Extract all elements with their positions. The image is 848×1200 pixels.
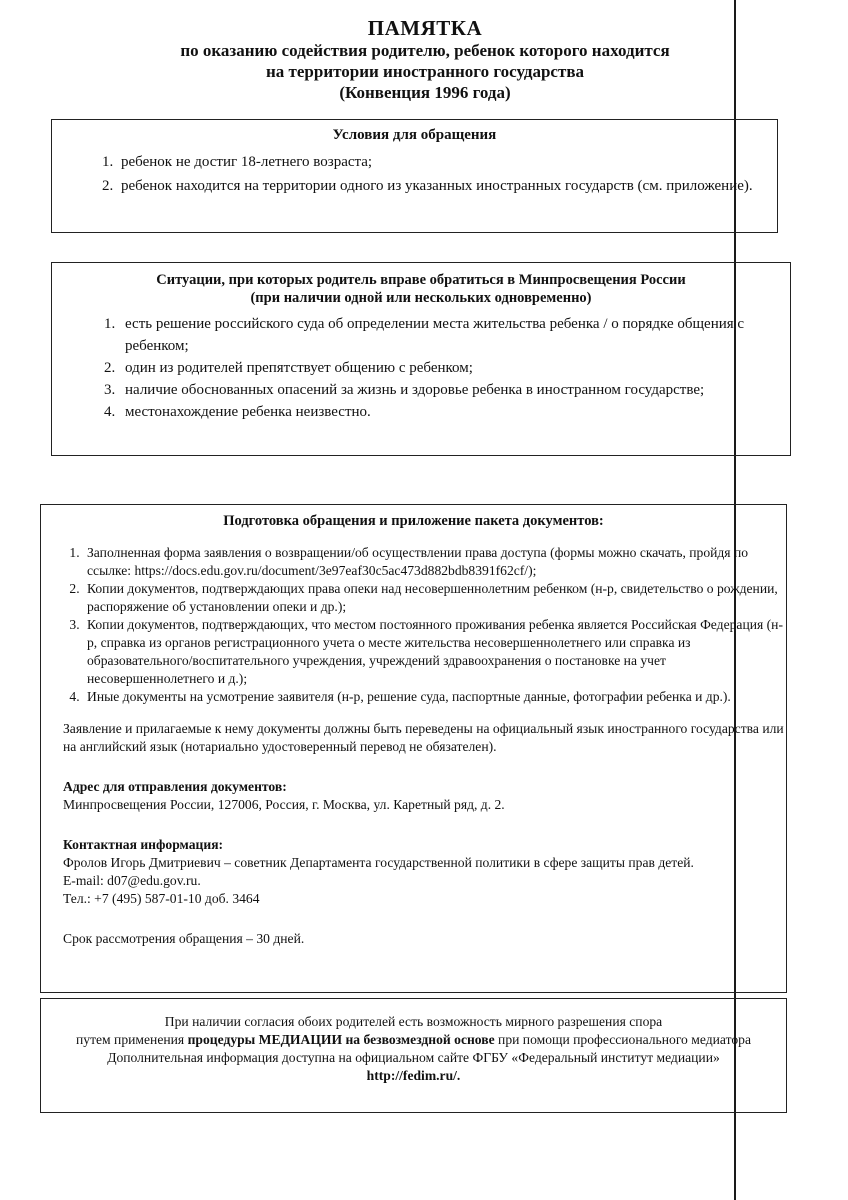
mediation-link[interactable]: http://fedim.ru/. (366, 1068, 461, 1083)
mediation-line-3: Дополнительная информация доступна на официальном сайте ФГБУ «Федеральный институт медиации» (107, 1050, 720, 1065)
mediation-line-2-post: при помощи профессионального медиатора (494, 1032, 751, 1047)
review-deadline: Срок рассмотрения обращения – 30 дней. (63, 931, 305, 946)
mediation-emphasis: процедуры МЕДИАЦИИ на безвозмездной основе (187, 1032, 495, 1047)
documents-list (41, 544, 786, 706)
situations-title-line-1: Ситуации, при которых родитель вправе обратиться в Минпросвещения России (156, 272, 686, 288)
list-item: 1. ребенок не достиг 18-летнего возраста; (117, 150, 777, 174)
list-item: 3. наличие обоснованных опасений за жизнь и здоровье ребенка в иностранном государстве; (119, 379, 790, 401)
contact-heading: Контактная информация: (63, 837, 224, 852)
document-title: ПАМЯТКА (367, 16, 483, 40)
list-item: 1. есть решение российского суда об определении места жительства ребенка / о порядке общения с ребенком; (119, 313, 790, 357)
conditions-list (52, 150, 777, 198)
list-item: 4. местонахождение ребенка неизвестно. (119, 401, 790, 423)
conditions-title: Условия для обращения (332, 127, 497, 143)
mediation-line-2-pre: путем применения (76, 1032, 188, 1047)
list-item: 4. Иные документы на усмотрение заявителя (н-р, решение суда, паспортные данные, фотографии ребенка и др.). (83, 688, 786, 706)
subtitle-line-1: по оказанию содействия родителю, ребенок которого находится (180, 41, 670, 60)
list-item: 2. ребенок находится на территории одного из указанных иностранных государств (см. приложение). (117, 174, 777, 198)
conditions-box (51, 119, 778, 233)
documents-title: Подготовка обращения и приложение пакета документов: (223, 513, 604, 529)
mediation-line-2 (41, 1031, 786, 1049)
documents-box (40, 504, 787, 993)
subtitle-line-2: на территории иностранного государства (265, 62, 585, 81)
subtitle-line-3: (Конвенция 1996 года) (339, 83, 511, 102)
situations-title-line-2: (при наличии одной или нескольких одновременно) (250, 290, 592, 306)
contact-phone: Тел.: +7 (495) 587-01-10 доб. 3464 (63, 891, 260, 906)
contact-email: E-mail: d07@edu.gov.ru. (63, 873, 201, 888)
list-item: 1. Заполненная форма заявления о возвращении/об осуществлении права доступа (формы можно скачать, пройдя по ссылке: https://docs.edu.gov.ru/document/3e97eaf30c5ac473d882bdb8391f62cf/); (83, 544, 786, 580)
situations-title (52, 271, 790, 307)
document-header (40, 16, 810, 103)
list-item: 2. один из родителей препятствует общению с ребенком; (119, 357, 790, 379)
situations-list (52, 313, 790, 423)
situations-box (51, 262, 791, 456)
mediation-box (40, 998, 787, 1113)
list-item: 2. Копии документов, подтверждающих права опеки над несовершеннолетним ребенком (н-р, свидетельство о рождении, распоряжение об установлении опеки и др.); (83, 580, 786, 616)
list-item: 3. Копии документов, подтверждающих, что местом постоянного проживания ребенка является Российская Федерация (н-р, справка из органов регистрационного учета о месте жительства несовершеннолетнего или справка из образовательного/воспитательного учреждения, учреждений здравоохранения о постановке на учет несовершеннолетнего и д.); (83, 616, 786, 688)
mediation-line-1: При наличии согласия обоих родителей есть возможность мирного разрешения спора (164, 1014, 663, 1029)
address-heading: Адрес для отправления документов: (63, 779, 287, 794)
contact-person: Фролов Игорь Дмитриевич – советник Департамента государственной политики в сфере защиты прав детей. (63, 855, 694, 870)
translation-note: Заявление и прилагаемые к нему документы должны быть переведены на официальный язык иностранного государства или на английский язык (нотариально удостоверенный перевод не обязателен). (63, 721, 784, 754)
address-text: Минпросвещения России, 127006, Россия, г. Москва, ул. Каретный ряд, д. 2. (63, 797, 505, 812)
